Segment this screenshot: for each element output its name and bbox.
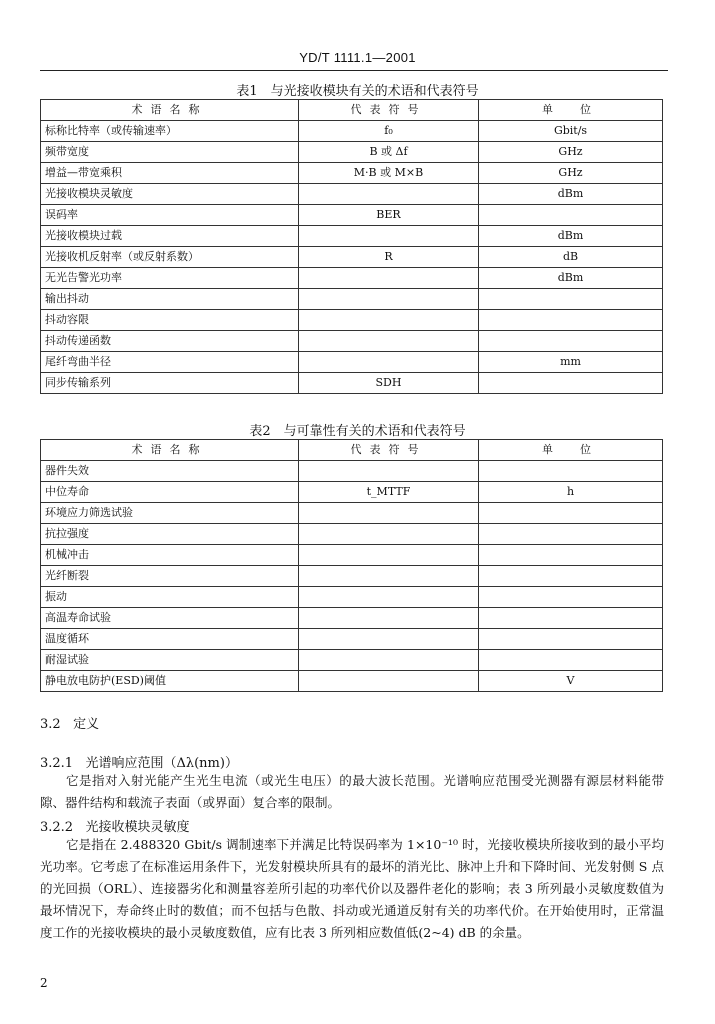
table1-header-term: 术语名称 xyxy=(41,100,299,121)
unit-cell: dB xyxy=(479,247,663,268)
table-row xyxy=(41,587,663,608)
unit-cell xyxy=(479,310,663,331)
table2-caption: 表2 与可靠性有关的术语和代表符号 xyxy=(249,424,466,439)
symbol-cell xyxy=(299,671,479,692)
table-row xyxy=(41,310,663,331)
symbol-cell xyxy=(299,503,479,524)
term-cell: 抗拉强度 xyxy=(41,524,299,545)
unit-cell xyxy=(479,524,663,545)
unit-cell xyxy=(479,650,663,671)
table2-header-term: 术语名称 xyxy=(41,440,299,461)
symbol-cell xyxy=(299,629,479,650)
table-row xyxy=(41,461,663,482)
unit-cell xyxy=(479,205,663,226)
term-cell: 光接收机反射率（或反射系数） xyxy=(41,247,299,268)
symbol-cell: f₀ xyxy=(299,121,479,142)
term-cell: 光接收模块过载 xyxy=(41,226,299,247)
section-title: 光接收模块灵敏度 xyxy=(85,820,190,835)
term-cell: 尾纤弯曲半径 xyxy=(41,352,299,373)
term-cell: 机械冲击 xyxy=(41,545,299,566)
unit-cell: dBm xyxy=(479,268,663,289)
section-3-2-2-body: 它是指在 2.488320 Gbit/s 调制速率下并满足比特误码率为 1×10⁻¹⁰ 时，光接收模块所接收到的最小平均光功率。它考虑了在标准运用条件下，光发射模块所具有的最坏的消光比、脉冲上升和下降时间、光发射侧 S 点的光回损（ORL）、连接器劣化和测量容差所引起的功率代价以及器件老化的影响；表 3 所列最小灵敏度数值为最坏情况下，寿命终止时的数值；而不包括与色散、抖动或光通道反射有关的功率代价。在开始使用时，正常温度工作的光接收模块的最小灵敏度数值，应有比表 3 所列相应数值低(2~4) dB 的余量。 xyxy=(40,837,664,940)
page-number: 2 xyxy=(40,976,48,990)
term-cell: 频带宽度 xyxy=(41,142,299,163)
unit-cell xyxy=(479,587,663,608)
term-cell: 无光告警光功率 xyxy=(41,268,299,289)
table-row xyxy=(41,226,663,247)
standard-number-header: YD/T 1111.1—2001 xyxy=(299,50,416,65)
table1-header-symbol: 代表符号 xyxy=(299,100,479,121)
section-number: 3.2.1 xyxy=(40,756,74,771)
section-3-2-1-heading xyxy=(40,752,238,771)
table-row xyxy=(41,671,663,692)
table2-header-row xyxy=(41,440,663,461)
symbol-cell xyxy=(299,524,479,545)
unit-cell xyxy=(479,461,663,482)
section-title: 定义 xyxy=(73,717,100,732)
unit-cell xyxy=(479,289,663,310)
table1-header-row xyxy=(41,100,663,121)
term-cell: 中位寿命 xyxy=(41,482,299,503)
section-3-2-1-body: 它是指对入射光能产生光生电流（或光生电压）的最大波长范围。光谱响应范围受光测器有源层材料能带隙、器件结构和载流子表面（或界面）复合率的限制。 xyxy=(40,773,664,810)
table-row xyxy=(41,163,663,184)
table-row xyxy=(41,352,663,373)
term-cell: 光纤断裂 xyxy=(41,566,299,587)
section-number: 3.2 xyxy=(40,717,61,732)
table1 xyxy=(40,99,663,394)
term-cell: 增益—带宽乘积 xyxy=(41,163,299,184)
table-row xyxy=(41,184,663,205)
symbol-cell xyxy=(299,608,479,629)
table-row xyxy=(41,482,663,503)
table1-caption: 表1 与光接收模块有关的术语和代表符号 xyxy=(236,84,479,99)
symbol-cell xyxy=(299,566,479,587)
symbol-cell xyxy=(299,587,479,608)
term-cell: 环境应力筛选试验 xyxy=(41,503,299,524)
term-cell: 静电放电防护(ESD)阈值 xyxy=(41,671,299,692)
table-row xyxy=(41,142,663,163)
table1-header-unit: 单 位 xyxy=(479,100,663,121)
table-row xyxy=(41,629,663,650)
symbol-cell xyxy=(299,650,479,671)
table-row xyxy=(41,373,663,394)
unit-cell xyxy=(479,629,663,650)
unit-cell xyxy=(479,608,663,629)
unit-cell: V xyxy=(479,671,663,692)
table2-header-symbol: 代表符号 xyxy=(299,440,479,461)
section-title: 光谱响应范围（Δλ(nm)） xyxy=(85,756,238,771)
table2 xyxy=(40,439,663,692)
unit-cell xyxy=(479,503,663,524)
unit-cell xyxy=(479,545,663,566)
table-row xyxy=(41,331,663,352)
unit-cell: GHz xyxy=(479,142,663,163)
unit-cell xyxy=(479,373,663,394)
symbol-cell xyxy=(299,289,479,310)
term-cell: 耐湿试验 xyxy=(41,650,299,671)
table-row xyxy=(41,121,663,142)
unit-cell: mm xyxy=(479,352,663,373)
symbol-cell xyxy=(299,331,479,352)
table-row xyxy=(41,650,663,671)
term-cell: 器件失效 xyxy=(41,461,299,482)
table-row xyxy=(41,503,663,524)
table-row xyxy=(41,566,663,587)
unit-cell: dBm xyxy=(479,184,663,205)
term-cell: 标称比特率（或传输速率） xyxy=(41,121,299,142)
term-cell: 高温寿命试验 xyxy=(41,608,299,629)
symbol-cell xyxy=(299,461,479,482)
term-cell: 输出抖动 xyxy=(41,289,299,310)
symbol-cell xyxy=(299,545,479,566)
table-row xyxy=(41,289,663,310)
symbol-cell xyxy=(299,352,479,373)
symbol-cell: BER xyxy=(299,205,479,226)
symbol-cell xyxy=(299,268,479,289)
table-row xyxy=(41,524,663,545)
term-cell: 温度循环 xyxy=(41,629,299,650)
symbol-cell: R xyxy=(299,247,479,268)
unit-cell: GHz xyxy=(479,163,663,184)
symbol-cell: B 或 Δf xyxy=(299,142,479,163)
unit-cell: dBm xyxy=(479,226,663,247)
table-row xyxy=(41,205,663,226)
table-row xyxy=(41,608,663,629)
table-row xyxy=(41,268,663,289)
table-row xyxy=(41,545,663,566)
section-number: 3.2.2 xyxy=(40,820,74,835)
symbol-cell: t_MTTF xyxy=(299,482,479,503)
unit-cell: Gbit/s xyxy=(479,121,663,142)
symbol-cell xyxy=(299,184,479,205)
term-cell: 误码率 xyxy=(41,205,299,226)
symbol-cell xyxy=(299,226,479,247)
section-3-2-heading xyxy=(40,713,99,732)
table2-header-unit: 单 位 xyxy=(479,440,663,461)
unit-cell xyxy=(479,331,663,352)
header-rule xyxy=(40,70,668,71)
term-cell: 振动 xyxy=(41,587,299,608)
symbol-cell: SDH xyxy=(299,373,479,394)
term-cell: 抖动容限 xyxy=(41,310,299,331)
unit-cell xyxy=(479,566,663,587)
symbol-cell xyxy=(299,310,479,331)
term-cell: 同步传输系列 xyxy=(41,373,299,394)
table-row xyxy=(41,247,663,268)
term-cell: 抖动传递函数 xyxy=(41,331,299,352)
term-cell: 光接收模块灵敏度 xyxy=(41,184,299,205)
symbol-cell: M·B 或 M×B xyxy=(299,163,479,184)
section-3-2-2-heading xyxy=(40,816,190,835)
unit-cell: h xyxy=(479,482,663,503)
